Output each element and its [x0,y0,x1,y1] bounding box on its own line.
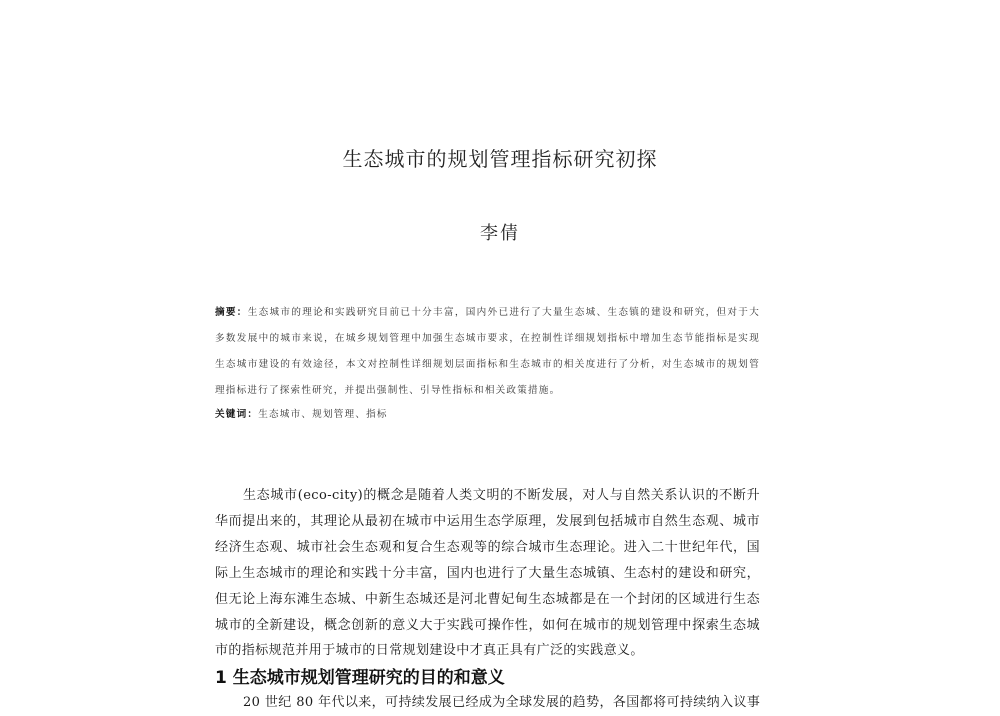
section-heading: 1 生态城市规划管理研究的目的和意义 [215,668,505,688]
abstract [215,300,760,404]
body-paragraph: 20 世纪 80 年代以来，可持续发展已经成为全球发展的趋势，各国都将可持续纳入议事 [243,695,760,710]
abstract-label: 摘要： [215,307,248,318]
keywords-label: 关键词： [215,409,259,420]
abstract-text: 生态城市的理论和实践研究目前已十分丰富，国内外已进行了大量生态城、生态镇的建设和研究，但对于大多数发展中的城市来说，在城乡规划管理中加强生态城市要求，在控制性详细规划指标中增加生态节能指标是实现生态城市建设的有效途径，本文对控制性详细规划层面指标和生态城市的相关度进行了分析，对生态城市的规划管理指标进行了探索性研究，并提出强制性、引导性指标和相关政策措施。 [215,307,760,396]
paper-title: 生态城市的规划管理指标研究初探 [342,147,658,171]
author-name: 李倩 [480,223,520,244]
keywords-text: 生态城市、规划管理、指标 [258,409,388,420]
keywords [215,405,760,425]
body-paragraph: 生态城市(eco-city)的概念是随着人类文明的不断发展，对人与自然关系认识的不断升华而提出来的，其理论从最初在城市中运用生态学原理，发展到包括城市自然生态观、城市经济生态观、城市社会生态观和复合生态观等的综合城市生态理论。进入二十世纪年代，国际上生态城市的理论和实践十分丰富，国内也进行了大量生态城镇、生态村的建设和研究，但无论上海东滩生态城、中新生态城还是河北曹妃甸生态城都是在一个封闭的区域进行生态城市的全新建设，概念创新的意义大于实践可操作性，如何在城市的规划管理中探索生态城市的指标规范并用于城市的日常规划建设中才真正具有广泛的实践意义。 [215,488,760,659]
